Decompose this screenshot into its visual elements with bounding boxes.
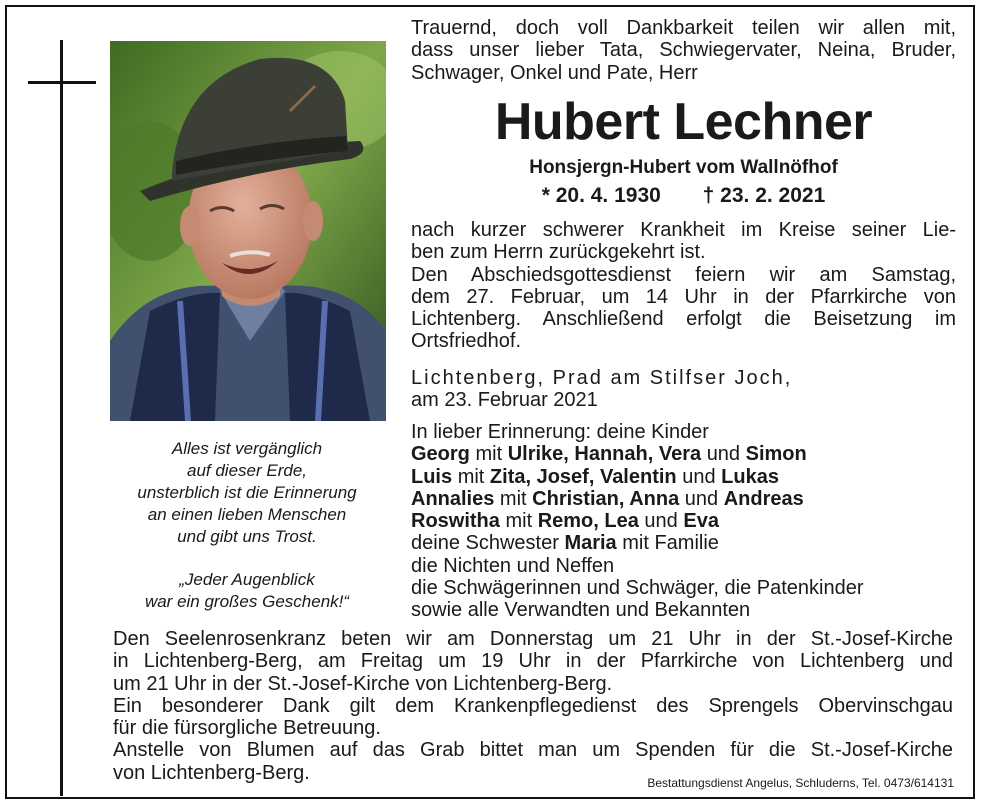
notice-line: Den Abschiedsgottesdienst feiern wir am Samstag,	[411, 263, 956, 286]
deceased-name: Hubert Lechner	[494, 93, 873, 151]
deceased-nickname: Honsjergn-Hubert vom Wallnöfhof	[529, 157, 838, 178]
notice-line: dem 27. Februar, um 14 Uhr in der Pfarrkirche von	[411, 285, 956, 308]
birth-date: * 20. 4. 1930	[541, 184, 661, 207]
life-dates	[411, 183, 956, 209]
detail-line: um 21 Uhr in der St.-Josef-Kirche von Lichtenberg-Berg.	[113, 672, 613, 695]
list-item: die Nichten und Neffen	[411, 554, 615, 577]
notice-line: nach kurzer schwerer Krankheit im Kreise seiner Lie-	[411, 219, 956, 241]
verse-line: an einen lieben Menschen	[147, 505, 347, 524]
notice-text	[411, 219, 956, 353]
place-line: Lichtenberg, Prad am Stilfser Joch,	[411, 367, 793, 389]
notice-line: ben zum Herrn zurückgekehrt ist.	[411, 241, 706, 264]
detail-line: Ein besonderer Dank gilt dem Krankenpflegedienst des Sprengels Obervinschgau	[113, 694, 953, 717]
intro-line: Schwager, Onkel und Pate, Herr	[411, 61, 698, 84]
notice-line: Ortsfriedhof.	[411, 330, 522, 353]
cross-icon-vertical	[60, 40, 63, 796]
quote-line: war ein großes Geschenk!“	[144, 592, 350, 611]
portrait-photo	[110, 41, 386, 421]
detail-line: für die fürsorgliche Betreuung.	[113, 717, 381, 740]
remembrance-list	[411, 421, 956, 622]
detail-line: Den Seelenrosenkranz beten wir am Donnerstag um 21 Uhr in der St.-Josef-Kirche	[113, 628, 953, 650]
detail-line: von Lichtenberg-Berg.	[113, 761, 310, 784]
list-item: sowie alle Verwandten und Bekannten	[411, 599, 751, 622]
list-item: Georg mit Ulrike, Hannah, Vera und Simon	[411, 443, 807, 466]
verse-line: Alles ist vergänglich	[171, 439, 323, 458]
list-item: Roswitha mit Remo, Lea und Eva	[411, 510, 719, 533]
list-item: Annalies mit Christian, Anna und Andreas	[411, 487, 804, 510]
quote-line: „Jeder Augenblick	[179, 570, 315, 589]
list-item: Luis mit Zita, Josef, Valentin und Lukas	[411, 465, 779, 488]
memorial-verse	[112, 438, 382, 613]
list-item: deine Schwester Maria mit Familie	[411, 532, 719, 555]
intro-line: dass unser lieber Tata, Schwiegervater, Neina, Bruder,	[411, 39, 956, 62]
intro-line: Trauernd, doch voll Dankbarkeit teilen wir allen mit,	[411, 17, 956, 39]
detail-line: in Lichtenberg-Berg, am Freitag um 19 Uhr in der Pfarrkirche von Lichtenberg und	[113, 650, 953, 673]
portrait-illustration	[110, 41, 386, 421]
verse-line: auf dieser Erde,	[186, 461, 307, 480]
death-date: † 23. 2. 2021	[702, 184, 826, 207]
service-details	[113, 628, 953, 784]
verse-line: und gibt uns Trost.	[177, 527, 317, 546]
intro-text	[411, 17, 956, 84]
remembrance-heading: In lieber Erinnerung: deine Kinder	[411, 421, 709, 443]
verse-line: unsterblich ist die Erinnerung	[137, 483, 357, 502]
cross-icon-horizontal	[28, 81, 96, 84]
funeral-service-credit: Bestattungsdienst Angelus, Schluderns, Tel. 0473/614131	[647, 776, 954, 790]
list-item: die Schwägerinnen und Schwäger, die Patenkinder	[411, 577, 864, 600]
place-date	[411, 367, 851, 412]
date-line: am 23. Februar 2021	[411, 389, 598, 412]
detail-line: Anstelle von Blumen auf das Grab bittet man um Spenden für die St.-Josef-Kirche	[113, 739, 953, 762]
notice-line: Lichtenberg. Anschließend erfolgt die Beisetzung im	[411, 308, 956, 331]
